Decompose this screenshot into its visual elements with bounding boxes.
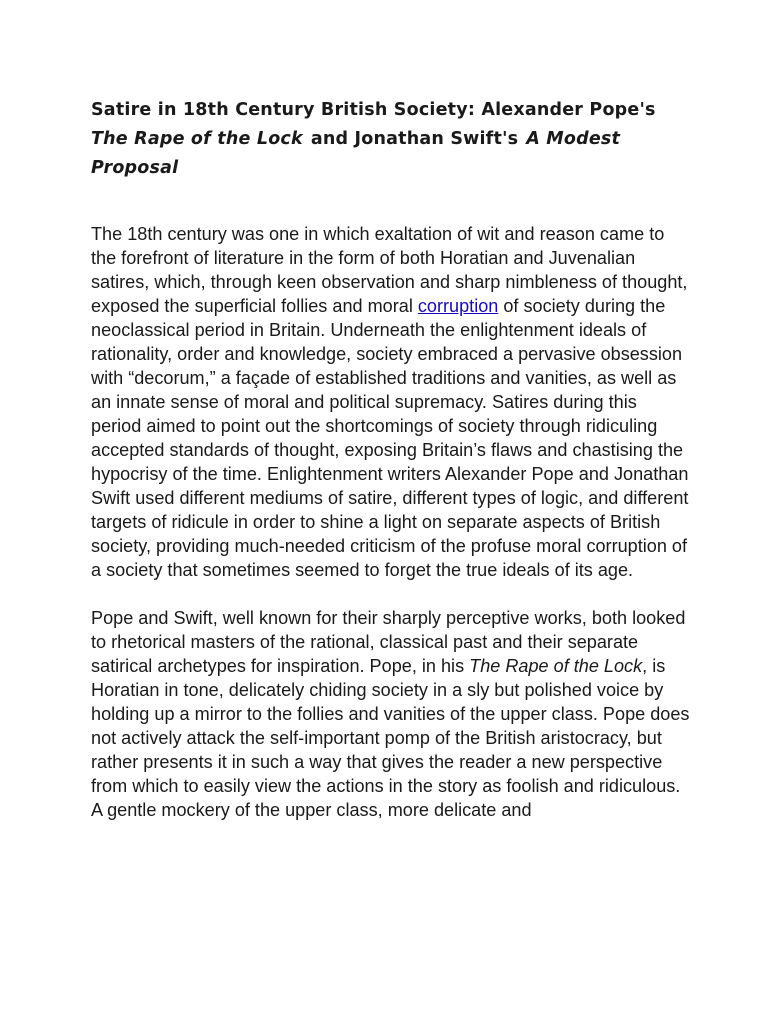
- document-page: [91, 96, 691, 822]
- title-prefix: Satire in 18th Century British Society: Alexander Pope's: [91, 100, 656, 120]
- paragraph-1-text-start: The 18th century was one in which exaltation of wit and reason came to the forefront of literature in the form of both Horatian and Juvenalian satires, which, through keen observation and sharp nimbleness of thought, exposed the superficial follies and moral: [91, 224, 688, 316]
- paragraph-2-work-title: The Rape of the Lock: [469, 656, 643, 676]
- paragraph-2-text-start: Pope and Swift, well known for their sharply perceptive works, both looked to rhetorical masters of the rational, classical past and their separate satirical archetypes for inspiration. Pope, in his: [91, 608, 686, 676]
- paragraph-2-text-end: , is Horatian in tone, delicately chiding society in a sly but polished voice by holding up a mirror to the follies and vanities of the upper class. Pope does not actively attack the self-important pomp of the British aristocracy, but rather presents it in such a way that gives the reader a new perspective from which to easily view the actions in the story as foolish and ridiculous. A gentle mockery of the upper class, more delicate and: [91, 656, 690, 820]
- document-title: [91, 96, 691, 183]
- title-middle: and Jonathan Swift's: [310, 129, 519, 149]
- title-work-rape-of-the-lock: The Rape of the Lock: [91, 129, 303, 149]
- paragraph-1: [91, 222, 691, 582]
- corruption-link[interactable]: corruption: [417, 296, 499, 316]
- paragraph-2: [91, 606, 691, 822]
- paragraph-1-text-end: of society during the neoclassical period in Britain. Underneath the enlightenment ideals of rationality, order and knowledge, society embraced a pervasive obsession with “decorum,” a façade of established traditions and vanities, as well as an innate sense of moral and political supremacy. Satires during this period aimed to point out the shortcomings of society through ridiculing accepted standards of thought, exposing Britain’s flaws and chastising the hypocrisy of the time. Enlightenment writers Alexander Pope and Jonathan Swift used different mediums of satire, different types of logic, and different targets of ridicule in order to shine a light on separate aspects of British society, providing much-needed criticism of the profuse moral corruption of a society that sometimes seemed to forget the true ideals of its age.: [91, 296, 689, 580]
- title-work-modest-proposal: A Modest Proposal: [91, 129, 621, 178]
